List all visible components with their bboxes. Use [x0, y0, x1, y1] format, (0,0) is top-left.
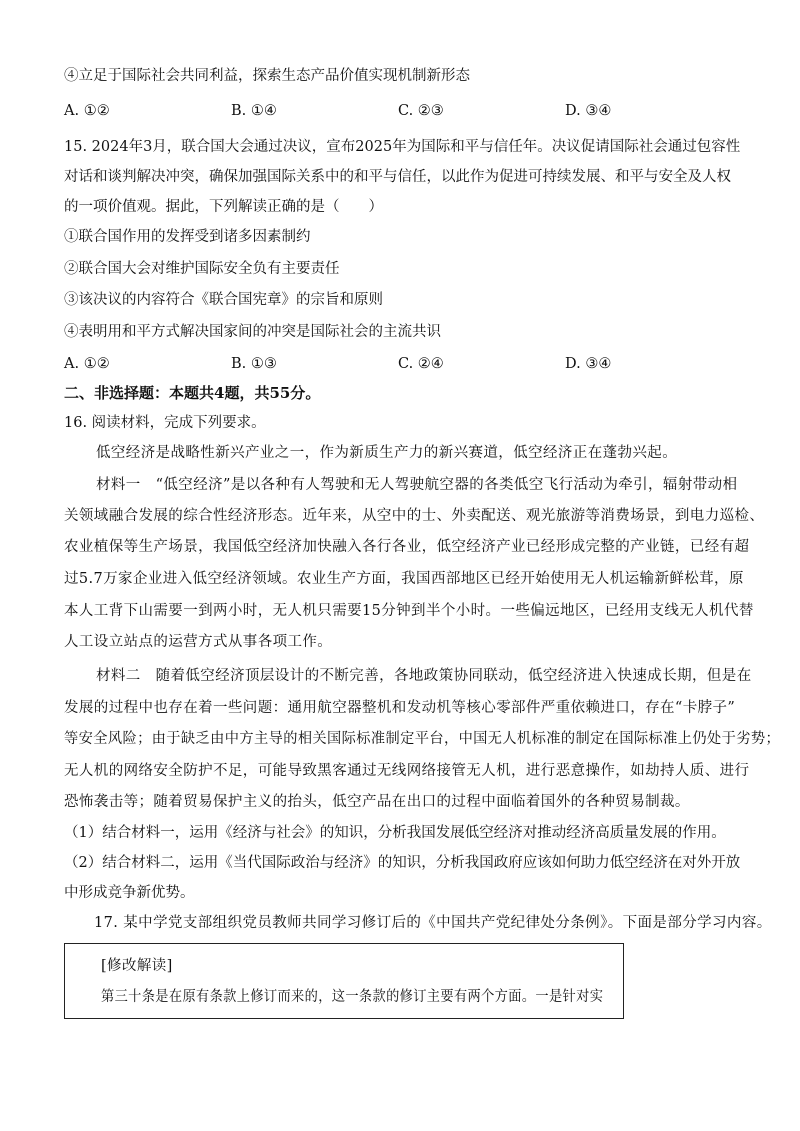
- q16-material1-line6: 人工设立站点的运营方式从事各项工作。: [64, 634, 333, 650]
- q16-task1: （1）结合材料一，运用《经济与社会》的知识，分析我国发展低空经济对推动经济高质量发展的作用。: [64, 825, 726, 841]
- q14-options: [64, 101, 664, 121]
- q17-material-box: [64, 943, 624, 1019]
- q15-option-a: A. ①②: [64, 356, 110, 372]
- q15-item3: ③该决议的内容符合《联合国宪章》的宗旨和原则: [64, 292, 383, 308]
- q15-item2: ②联合国大会对维护国际安全负有主要责任: [64, 261, 340, 277]
- q14-option-b: B. ①④: [231, 103, 277, 119]
- q15-stem-line3: 的一项价值观。据此，下列解读正确的是（ ）: [64, 199, 383, 215]
- q16-material1-line1: 材料一 “低空经济”是以各种有人驾驶和无人驾驶航空器的各类低空飞行活动为牵引，辐射带动相: [96, 477, 738, 493]
- q16-material2-line5: 恐怖袭击等；随着贸易保护主义的抬头，低空产品在出口的过程中面临着国外的各种贸易制裁。: [64, 794, 690, 810]
- q16-material1-line3: 农业植保等生产场景，我国低空经济加快融入各行各业，低空经济产业已经形成完整的产业链，已经有超: [64, 539, 750, 555]
- q17-box-title: [修改解读]: [101, 958, 173, 974]
- q14-option-a: A. ①②: [64, 103, 110, 119]
- q15-option-c: C. ②④: [398, 356, 444, 372]
- q16-material2-line4: 无人机的网络安全防护不足，可能导致黑客通过无线网络接管无人机，进行恶意操作，如劫持人质、进行: [64, 763, 750, 779]
- q15-item1: ①联合国作用的发挥受到诸多因素制约: [64, 229, 311, 245]
- q16-intro: 16. 阅读材料，完成下列要求。: [64, 415, 266, 431]
- q14-option-c: C. ②③: [398, 103, 444, 119]
- q16-material1-line4: 过5.7万家企业进入低空经济领域。农业生产方面，我国西部地区已经开始使用无人机运输新鲜松茸，原: [64, 571, 744, 587]
- q16-material2-line3: 等安全风险；由于缺乏由中方主导的相关国际标准制定平台，中国无人机标准的制定在国际标准上仍处于劣势；: [64, 731, 781, 747]
- q16-material1-line5: 本人工背下山需要一到两小时，无人机只需要15分钟到半个小时。一些偏远地区，已经用支线无人机代替: [64, 603, 754, 619]
- q17-intro: 17. 某中学党支部组织党员教师共同学习修订后的《中国共产党纪律处分条例》。下面是部分学习内容。: [94, 915, 772, 931]
- q15-stem-line1: 15. 2024年3月，联合国大会通过决议，宣布2025年为国际和平与信任年。决议促请国际社会通过包容性: [64, 139, 741, 155]
- q17-box-line1: 第三十条是在原有条款上修订而来的，这一条款的修订主要有两个方面。一是针对实: [101, 989, 604, 1005]
- q15-option-b: B. ①③: [231, 356, 277, 372]
- q15-options: [64, 354, 664, 374]
- q16-lead: 低空经济是战略性新兴产业之一，作为新质生产力的新兴赛道，低空经济正在蓬勃兴起。: [96, 445, 678, 461]
- q16-task2-line2: 中形成竞争新优势。: [64, 885, 195, 901]
- q15-option-d: D. ③④: [565, 356, 612, 372]
- q14-item4: ④立足于国际社会共同利益，探索生态产品价值实现机制新形态: [64, 68, 470, 84]
- q15-stem-line2: 对话和谈判解决冲突，确保加强国际关系中的和平与信任，以此作为促进可持续发展、和平与安全及人权: [64, 169, 731, 185]
- q15-item4: ④表明用和平方式解决国家间的冲突是国际社会的主流共识: [64, 324, 441, 340]
- q16-material2-line2: 发展的过程中也存在着一些问题：通用航空器整机和发动机等核心零部件严重依赖进口，存在“卡脖子”: [64, 700, 736, 716]
- q16-material2-line1: 材料二 随着低空经济顶层设计的不断完善，各地政策协同联动，低空经济进入快速成长期，但是在: [96, 668, 752, 684]
- q14-option-d: D. ③④: [565, 103, 612, 119]
- q16-material1-line2: 关领域融合发展的综合性经济形态。近年来，从空中的士、外卖配送、观光旅游等消费场景，到电力巡检、: [64, 508, 765, 524]
- section2-heading: 二、非选择题：本题共4题，共55分。: [64, 384, 321, 402]
- q16-task2-line1: （2）结合材料二，运用《当代国际政治与经济》的知识，分析我国政府应该如何助力低空经济在对外开放: [64, 855, 741, 871]
